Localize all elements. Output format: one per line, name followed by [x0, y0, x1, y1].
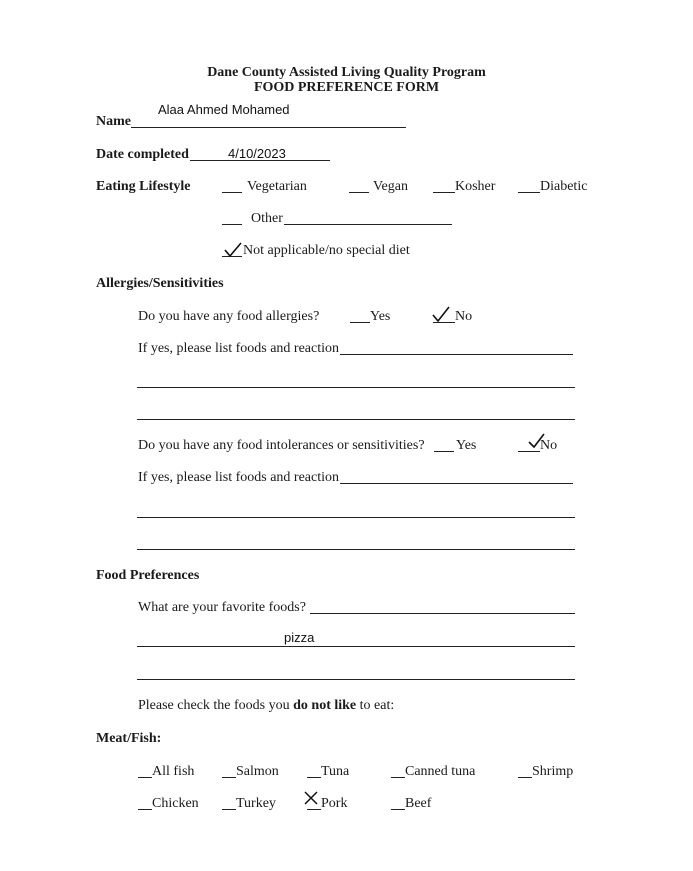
tuna-blank[interactable]: [307, 777, 321, 778]
date-value[interactable]: 4/10/2023: [228, 146, 286, 161]
meat-fish-heading: Meat/Fish:: [96, 731, 162, 746]
intolerance-yes-blank[interactable]: [434, 451, 454, 452]
intolerance-list-line-3[interactable]: [137, 549, 575, 550]
not-applicable-checkmark-icon: [222, 241, 244, 259]
vegan-blank[interactable]: [349, 192, 369, 193]
chicken-blank[interactable]: [138, 809, 152, 810]
allergies-no-checkmark-icon: [430, 305, 452, 323]
form-title: FOOD PREFERENCE FORM: [253, 80, 440, 95]
diabetic-blank[interactable]: [518, 192, 540, 193]
favorites-question: What are your favorite foods?: [138, 600, 306, 615]
name-value[interactable]: Alaa Ahmed Mohamed: [158, 102, 290, 117]
favorites-answer[interactable]: pizza: [284, 630, 315, 645]
allergies-list-line-2[interactable]: [137, 387, 575, 388]
all-fish-option: All fish: [152, 764, 195, 779]
allergies-yes-option: Yes: [370, 309, 391, 324]
date-label: Date completed: [96, 147, 189, 162]
name-line[interactable]: [131, 127, 406, 128]
tuna-option: Tuna: [321, 764, 350, 779]
turkey-option: Turkey: [236, 796, 276, 811]
intolerance-list-line-1[interactable]: [340, 483, 573, 484]
allergies-list-label: If yes, please list foods and reaction: [138, 341, 339, 356]
shrimp-blank[interactable]: [518, 777, 532, 778]
allergies-no-option: No: [455, 309, 473, 324]
intolerance-list-line-2[interactable]: [137, 517, 575, 518]
shrimp-option: Shrimp: [532, 764, 574, 779]
pork-blank[interactable]: [307, 809, 321, 810]
allergies-yes-blank[interactable]: [350, 322, 370, 323]
other-blank[interactable]: [222, 224, 242, 225]
vegetarian-option: Vegetarian: [247, 179, 307, 194]
intolerance-yes-option: Yes: [456, 438, 477, 453]
intolerance-question: Do you have any food intolerances or sensitivities?: [138, 438, 425, 453]
kosher-blank[interactable]: [433, 192, 455, 193]
salmon-option: Salmon: [236, 764, 279, 779]
name-label: Name: [96, 114, 131, 129]
beef-option: Beef: [405, 796, 432, 811]
allergies-question: Do you have any food allergies?: [138, 309, 320, 324]
dislike-instruction: [138, 698, 394, 714]
pork-option: Pork: [321, 796, 348, 811]
dislike-instruction-suffix: to eat:: [356, 698, 395, 713]
favorites-line-1[interactable]: [310, 613, 575, 614]
allergies-heading: Allergies/Sensitivities: [96, 276, 224, 291]
diabetic-option: Diabetic: [540, 179, 588, 194]
intolerance-no-option: No: [540, 438, 558, 453]
favorites-line-3[interactable]: [137, 679, 575, 680]
all-fish-blank[interactable]: [138, 777, 152, 778]
canned-tuna-blank[interactable]: [391, 777, 405, 778]
vegetarian-blank[interactable]: [222, 192, 242, 193]
chicken-option: Chicken: [152, 796, 199, 811]
eating-lifestyle-label: Eating Lifestyle: [96, 179, 191, 194]
intolerance-list-label: If yes, please list foods and reaction: [138, 470, 339, 485]
allergies-list-line-1[interactable]: [340, 354, 573, 355]
vegan-option: Vegan: [373, 179, 408, 194]
other-option: Other: [251, 211, 283, 226]
beef-blank[interactable]: [391, 809, 405, 810]
salmon-blank[interactable]: [222, 777, 236, 778]
not-applicable-option: Not applicable/no special diet: [243, 243, 410, 258]
favorites-line-2[interactable]: [137, 646, 575, 647]
dislike-instruction-emphasis: do not like: [293, 698, 357, 713]
intolerance-no-blank[interactable]: [518, 451, 540, 452]
other-line[interactable]: [284, 224, 452, 225]
pork-x-mark-icon: [303, 790, 319, 806]
allergies-list-line-3[interactable]: [137, 419, 575, 420]
canned-tuna-option: Canned tuna: [405, 764, 476, 779]
kosher-option: Kosher: [455, 179, 496, 194]
dislike-instruction-prefix: Please check the foods you: [138, 698, 294, 713]
food-preferences-heading: Food Preferences: [96, 568, 200, 583]
turkey-blank[interactable]: [222, 809, 236, 810]
program-title: Dane County Assisted Living Quality Program: [207, 65, 486, 80]
